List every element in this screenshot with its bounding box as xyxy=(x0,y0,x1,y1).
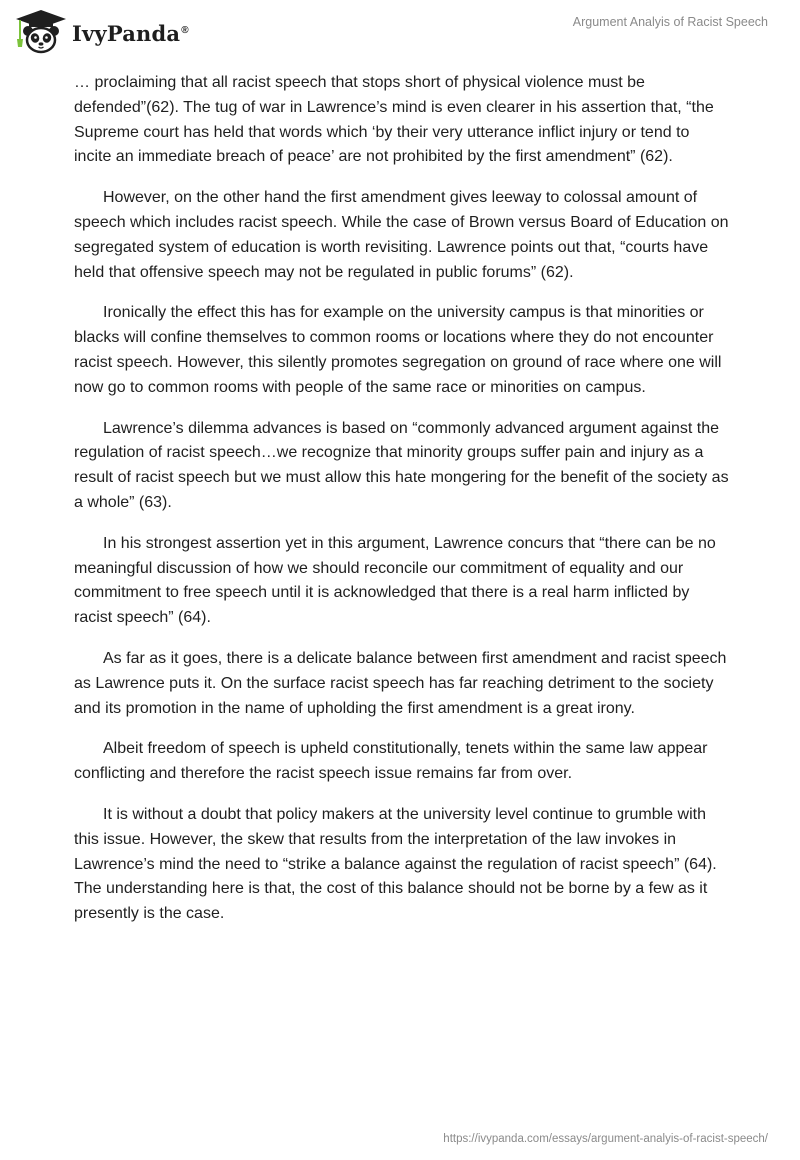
page-header xyxy=(0,0,800,64)
paragraph-7: Albeit freedom of speech is upheld constitutionally, tenets within the same law appear conflicting and therefore the racist speech issue remains far from over. xyxy=(74,740,708,783)
paragraph-2: However, on the other hand the first amendment gives leeway to colossal amount of speech which includes racist speech. While the case of Brown versus Board of Education on segregated system of education is worth revisiting. Lawrence points out that, “courts have held that offensive speech may not be regulated in public forums” (62). xyxy=(74,189,729,281)
paragraph-6: As far as it goes, there is a delicate balance between first amendment and racist speech as Lawrence puts it. On the surface racist speech has far reaching detriment to the society and its promotion in the name of upholding the first amendment is a great irony. xyxy=(74,649,727,717)
paragraph-1: … proclaiming that all racist speech that stops short of physical violence must be defended”(62). The tug of war in Lawrence’s mind is even clearer in his assertion that, “the Supreme court has held that words which ‘by their very utterance inflict injury or tend to incite an immediate breach of peace’ are not prohibited by the first amendment” (62). xyxy=(74,74,714,166)
paragraph-4: Lawrence’s dilemma advances is based on “commonly advanced argument against the regulation of racist speech…we recognize that minority groups suffer pain and injury as a result of racist speech but we must allow this hate mongering for the benefit of the society as a whole” (63). xyxy=(74,419,729,511)
brand-name-text: IvyPanda xyxy=(72,20,181,46)
paragraph-5: In his strongest assertion yet in this argument, Lawrence concurs that “there can be no meaningful discussion of how we should reconcile our commitment of equality and our commitment to free speech until it is acknowledged that there is a real harm inflicted by racist speech” (64). xyxy=(74,534,716,627)
brand-name xyxy=(72,21,189,46)
panda-graduate-icon xyxy=(14,9,68,55)
essay-body xyxy=(74,71,730,943)
source-url[interactable]: https://ivypanda.com/essays/argument-analyis-of-racist-speech/ xyxy=(443,1133,768,1145)
paragraph-8: It is without a doubt that policy makers at the university level continue to grumble with this issue. However, the skew that results from the interpretation of the law invokes in Lawrence’s mind the need to “strike a balance against the regulation of racist speech” (64). The understanding here is that, the cost of this balance should not be borne by a few as it presently is the case. xyxy=(74,805,717,923)
ivypanda-logo[interactable] xyxy=(14,8,189,56)
paragraph-3: Ironically the effect this has for example on the university campus is that minorities or blacks will confine themselves to common rooms or locations where they do not encounter racist speech. However, this silently promotes segregation on ground of race where one will now go to common rooms with people of the same race or minorities on campus. xyxy=(74,304,722,396)
brand-registered-mark: ® xyxy=(181,24,189,36)
document-title: Argument Analyis of Racist Speech xyxy=(572,15,768,29)
